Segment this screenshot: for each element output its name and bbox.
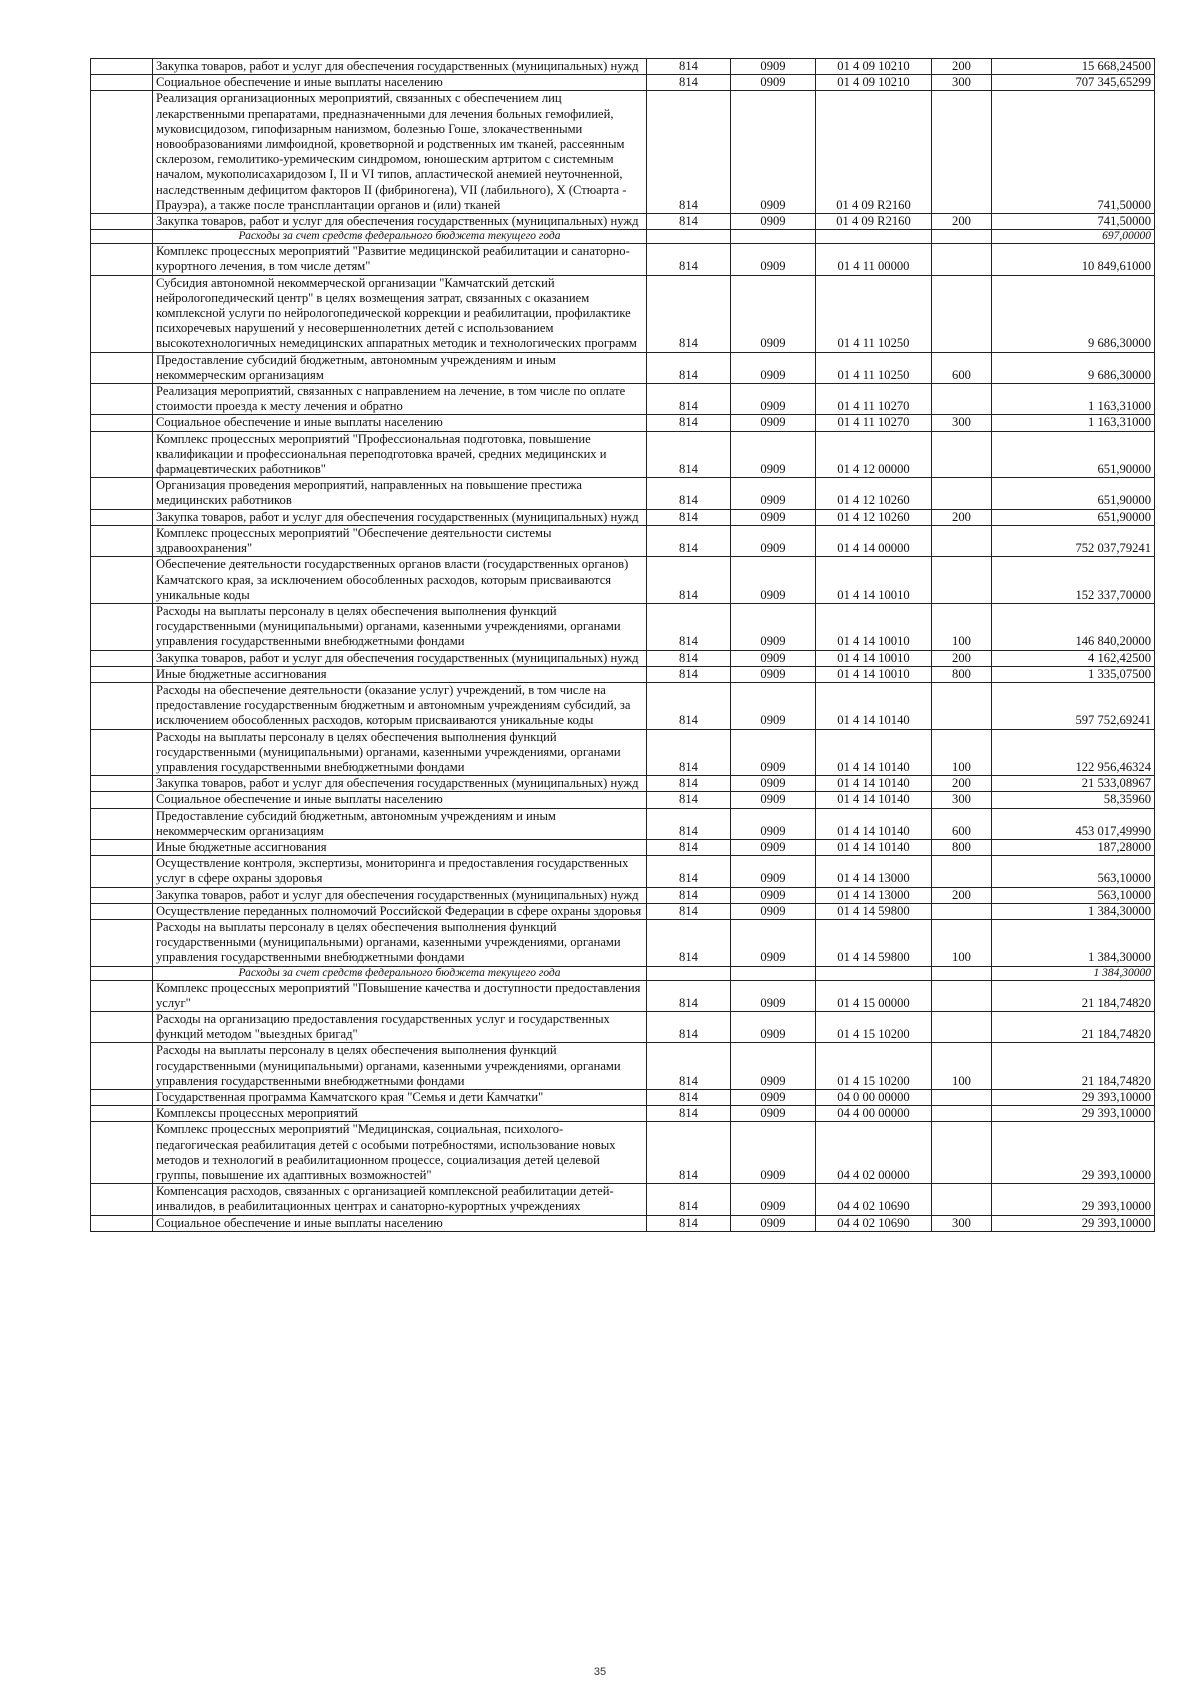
grbs-code-cell: 814 bbox=[647, 1011, 731, 1042]
row-number-cell bbox=[91, 1184, 153, 1215]
expense-type-cell bbox=[932, 980, 992, 1011]
table-row bbox=[91, 244, 1155, 275]
section-code-cell: 0909 bbox=[731, 478, 816, 509]
expense-name-cell: Закупка товаров, работ и услуг для обеспечения государственных (муниципальных) нужд bbox=[153, 776, 647, 792]
amount-cell: 58,35960 bbox=[992, 792, 1155, 808]
table-row bbox=[91, 792, 1155, 808]
target-article-cell: 01 4 09 R2160 bbox=[816, 91, 932, 214]
expense-name-cell: Осуществление переданных полномочий Российской Федерации в сфере охраны здоровья bbox=[153, 903, 647, 919]
page-number: 35 bbox=[593, 1666, 607, 1678]
grbs-code-cell: 814 bbox=[647, 980, 731, 1011]
expense-type-cell: 100 bbox=[932, 1043, 992, 1090]
expense-name-cell: Реализация организационных мероприятий, связанных с обеспечением лиц лекарственными препаратами, предназначенными для лечения больных гемофилией, муковисцидозом, гипофизарным нанизмом, болезнью Гоше, злокачественными новообразованиями лимфоидной, кроветворной и родственных им тканей, рассеянным склерозом, гемолитико-уремическим синдромом, юношеским артритом с системным началом, мукополисахаридозом I, II и VI типов, апластической анемией неуточненной, наследственным дефицитом факторов II (фибриногена), VII (лабильного), X (Стюарта - Прауэра), а также после трансплантации органов и (или) тканей bbox=[153, 91, 647, 214]
expense-name-cell: Расходы на обеспечение деятельности (оказание услуг) учреждений, в том числе на предоставление государственным бюджетным и автономным учреждениям субсидий, за исключением обособленных расходов, которым присваиваются уникальные коды bbox=[153, 682, 647, 729]
amount-cell: 563,10000 bbox=[992, 856, 1155, 887]
amount-cell: 1 384,30000 bbox=[992, 903, 1155, 919]
grbs-code-cell: 814 bbox=[647, 887, 731, 903]
table-row bbox=[91, 91, 1155, 214]
amount-cell: 697,00000 bbox=[992, 230, 1155, 244]
expense-name-cell: Расходы на выплаты персоналу в целях обеспечения выполнения функций государственными (муниципальными) органами, казенными учреждениями, органами управления государственными внебюджетными фондами bbox=[153, 729, 647, 776]
section-code-cell: 0909 bbox=[731, 776, 816, 792]
row-number-cell bbox=[91, 856, 153, 887]
expense-name-cell: Предоставление субсидий бюджетным, автономным учреждениям и иным некоммерческим организациям bbox=[153, 352, 647, 383]
grbs-code-cell: 814 bbox=[647, 1215, 731, 1231]
table-row bbox=[91, 1184, 1155, 1215]
amount-cell: 1 384,30000 bbox=[992, 966, 1155, 980]
target-article-cell: 01 4 12 10260 bbox=[816, 509, 932, 525]
table-row bbox=[91, 856, 1155, 887]
expense-type-cell bbox=[932, 230, 992, 244]
amount-cell: 1 163,31000 bbox=[992, 415, 1155, 431]
grbs-code-cell: 814 bbox=[647, 75, 731, 91]
expense-name-cell: Организация проведения мероприятий, направленных на повышение престижа медицинских работников bbox=[153, 478, 647, 509]
grbs-code-cell: 814 bbox=[647, 603, 731, 650]
expense-name-cell: Расходы на выплаты персоналу в целях обеспечения выполнения функций государственными (муниципальными) органами, казенными учреждениями, органами управления государственными внебюджетными фондами bbox=[153, 919, 647, 966]
budget-table-body bbox=[91, 59, 1155, 1232]
row-number-cell bbox=[91, 75, 153, 91]
table-row bbox=[91, 1106, 1155, 1122]
grbs-code-cell: 814 bbox=[647, 919, 731, 966]
expense-type-cell: 200 bbox=[932, 776, 992, 792]
row-number-cell bbox=[91, 776, 153, 792]
expense-type-cell bbox=[932, 1122, 992, 1184]
target-article-cell: 01 4 14 10010 bbox=[816, 650, 932, 666]
table-row bbox=[91, 275, 1155, 352]
row-number-cell bbox=[91, 903, 153, 919]
row-number-cell bbox=[91, 792, 153, 808]
row-number-cell bbox=[91, 557, 153, 604]
expense-name-cell: Иные бюджетные ассигнования bbox=[153, 839, 647, 855]
table-row bbox=[91, 666, 1155, 682]
row-number-cell bbox=[91, 525, 153, 556]
table-row bbox=[91, 415, 1155, 431]
section-code-cell: 0909 bbox=[731, 729, 816, 776]
expense-type-cell: 100 bbox=[932, 603, 992, 650]
table-row bbox=[91, 903, 1155, 919]
table-row bbox=[91, 839, 1155, 855]
section-code-cell: 0909 bbox=[731, 666, 816, 682]
section-code-cell: 0909 bbox=[731, 603, 816, 650]
expense-type-cell: 200 bbox=[932, 59, 992, 75]
row-number-cell bbox=[91, 244, 153, 275]
amount-cell: 9 686,30000 bbox=[992, 352, 1155, 383]
grbs-code-cell: 814 bbox=[647, 214, 731, 230]
table-row bbox=[91, 603, 1155, 650]
expense-type-cell: 600 bbox=[932, 808, 992, 839]
grbs-code-cell: 814 bbox=[647, 856, 731, 887]
row-number-cell bbox=[91, 666, 153, 682]
expense-type-cell: 800 bbox=[932, 666, 992, 682]
amount-cell: 29 393,10000 bbox=[992, 1122, 1155, 1184]
table-row bbox=[91, 478, 1155, 509]
section-code-cell: 0909 bbox=[731, 1122, 816, 1184]
amount-cell: 1 384,30000 bbox=[992, 919, 1155, 966]
target-article-cell: 01 4 14 10140 bbox=[816, 792, 932, 808]
target-article-cell: 01 4 14 00000 bbox=[816, 525, 932, 556]
target-article-cell: 04 4 02 00000 bbox=[816, 1122, 932, 1184]
amount-cell: 10 849,61000 bbox=[992, 244, 1155, 275]
expense-name-cell: Иные бюджетные ассигнования bbox=[153, 666, 647, 682]
table-row bbox=[91, 352, 1155, 383]
amount-cell: 21 184,74820 bbox=[992, 980, 1155, 1011]
target-article-cell: 01 4 14 10140 bbox=[816, 808, 932, 839]
expense-type-cell: 200 bbox=[932, 650, 992, 666]
target-article-cell: 01 4 14 10010 bbox=[816, 603, 932, 650]
expense-type-cell: 200 bbox=[932, 509, 992, 525]
grbs-code-cell bbox=[647, 230, 731, 244]
section-code-cell: 0909 bbox=[731, 980, 816, 1011]
expense-type-cell: 300 bbox=[932, 792, 992, 808]
amount-cell: 29 393,10000 bbox=[992, 1090, 1155, 1106]
expense-name-cell: Предоставление субсидий бюджетным, автономным учреждениям и иным некоммерческим организациям bbox=[153, 808, 647, 839]
expense-name-cell: Закупка товаров, работ и услуг для обеспечения государственных (муниципальных) нужд bbox=[153, 214, 647, 230]
target-article-cell: 01 4 14 10010 bbox=[816, 557, 932, 604]
section-code-cell: 0909 bbox=[731, 887, 816, 903]
expense-name-cell: Социальное обеспечение и иные выплаты населению bbox=[153, 75, 647, 91]
expense-name-cell: Субсидия автономной некоммерческой организации "Камчатский детский нейрологопедический центр" в целях возмещения затрат, связанных с оказанием комплексной услуги по нейрологопедической коррекции и реабилитации, профилактике психоречевых нарушений у несовершеннолетних детей с использованием высокотехнологичных немедицинских аппаратных методик и технологических программ bbox=[153, 275, 647, 352]
section-code-cell: 0909 bbox=[731, 1011, 816, 1042]
target-article-cell: 01 4 14 59800 bbox=[816, 919, 932, 966]
table-row bbox=[91, 1011, 1155, 1042]
target-article-cell: 01 4 14 10140 bbox=[816, 776, 932, 792]
expense-name-cell: Закупка товаров, работ и услуг для обеспечения государственных (муниципальных) нужд bbox=[153, 509, 647, 525]
table-row bbox=[91, 214, 1155, 230]
row-number-cell bbox=[91, 1043, 153, 1090]
expense-type-cell bbox=[932, 1011, 992, 1042]
target-article-cell: 01 4 15 10200 bbox=[816, 1011, 932, 1042]
amount-cell: 741,50000 bbox=[992, 91, 1155, 214]
section-code-cell: 0909 bbox=[731, 919, 816, 966]
federal-note-row bbox=[91, 230, 1155, 244]
amount-cell: 651,90000 bbox=[992, 478, 1155, 509]
section-code-cell: 0909 bbox=[731, 682, 816, 729]
section-code-cell: 0909 bbox=[731, 244, 816, 275]
table-row bbox=[91, 980, 1155, 1011]
amount-cell: 651,90000 bbox=[992, 509, 1155, 525]
section-code-cell: 0909 bbox=[731, 384, 816, 415]
grbs-code-cell: 814 bbox=[647, 1122, 731, 1184]
grbs-code-cell: 814 bbox=[647, 275, 731, 352]
target-article-cell: 01 4 15 10200 bbox=[816, 1043, 932, 1090]
expense-type-cell bbox=[932, 966, 992, 980]
target-article-cell: 01 4 11 10250 bbox=[816, 275, 932, 352]
table-row bbox=[91, 1215, 1155, 1231]
expense-name-cell: Закупка товаров, работ и услуг для обеспечения государственных (муниципальных) нужд bbox=[153, 59, 647, 75]
expense-type-cell bbox=[932, 903, 992, 919]
target-article-cell: 01 4 14 13000 bbox=[816, 856, 932, 887]
row-number-cell bbox=[91, 1090, 153, 1106]
row-number-cell bbox=[91, 1215, 153, 1231]
amount-cell: 597 752,69241 bbox=[992, 682, 1155, 729]
table-row bbox=[91, 384, 1155, 415]
expense-name-cell: Комплекс процессных мероприятий "Развитие медицинской реабилитации и санаторно-курортного лечения, в том числе детям" bbox=[153, 244, 647, 275]
table-row bbox=[91, 887, 1155, 903]
section-code-cell: 0909 bbox=[731, 1184, 816, 1215]
expense-type-cell bbox=[932, 478, 992, 509]
row-number-cell bbox=[91, 839, 153, 855]
grbs-code-cell: 814 bbox=[647, 244, 731, 275]
amount-cell: 146 840,20000 bbox=[992, 603, 1155, 650]
row-number-cell bbox=[91, 275, 153, 352]
expense-type-cell bbox=[932, 431, 992, 478]
row-number-cell bbox=[91, 230, 153, 244]
target-article-cell: 01 4 14 10140 bbox=[816, 839, 932, 855]
amount-cell: 4 162,42500 bbox=[992, 650, 1155, 666]
grbs-code-cell: 814 bbox=[647, 91, 731, 214]
expense-type-cell bbox=[932, 856, 992, 887]
expense-name-cell: Социальное обеспечение и иные выплаты населению bbox=[153, 415, 647, 431]
section-code-cell: 0909 bbox=[731, 839, 816, 855]
row-number-cell bbox=[91, 214, 153, 230]
expense-name-cell: Комплекс процессных мероприятий "Профессиональная подготовка, повышение квалификации и профессиональная переподготовка врачей, средних медицинских и фармацевтических работников" bbox=[153, 431, 647, 478]
table-row bbox=[91, 729, 1155, 776]
amount-cell: 1 335,07500 bbox=[992, 666, 1155, 682]
expense-name-cell: Реализация мероприятий, связанных с направлением на лечение, в том числе по оплате стоимости проезда к месту лечения и обратно bbox=[153, 384, 647, 415]
target-article-cell: 01 4 11 10250 bbox=[816, 352, 932, 383]
grbs-code-cell: 814 bbox=[647, 525, 731, 556]
grbs-code-cell: 814 bbox=[647, 682, 731, 729]
target-article-cell: 01 4 09 10210 bbox=[816, 59, 932, 75]
expense-type-cell bbox=[932, 91, 992, 214]
expense-name-cell: Расходы на выплаты персоналу в целях обеспечения выполнения функций государственными (муниципальными) органами, казенными учреждениями, органами управления государственными внебюджетными фондами bbox=[153, 603, 647, 650]
row-number-cell bbox=[91, 1106, 153, 1122]
target-article-cell: 01 4 09 10210 bbox=[816, 75, 932, 91]
section-code-cell: 0909 bbox=[731, 214, 816, 230]
target-article-cell bbox=[816, 230, 932, 244]
section-code-cell: 0909 bbox=[731, 808, 816, 839]
grbs-code-cell: 814 bbox=[647, 666, 731, 682]
row-number-cell bbox=[91, 509, 153, 525]
row-number-cell bbox=[91, 478, 153, 509]
section-code-cell: 0909 bbox=[731, 59, 816, 75]
expense-name-cell: Расходы на организацию предоставления государственных услуг и государственных функций методом "выездных бригад" bbox=[153, 1011, 647, 1042]
amount-cell: 741,50000 bbox=[992, 214, 1155, 230]
section-code-cell: 0909 bbox=[731, 856, 816, 887]
grbs-code-cell: 814 bbox=[647, 650, 731, 666]
grbs-code-cell: 814 bbox=[647, 415, 731, 431]
expense-name-cell: Закупка товаров, работ и услуг для обеспечения государственных (муниципальных) нужд bbox=[153, 887, 647, 903]
expense-name-cell: Обеспечение деятельности государственных органов власти (государственных органов) Камчатского края, за исключением обособленных расходов, которым присваиваются уникальные коды bbox=[153, 557, 647, 604]
table-row bbox=[91, 1090, 1155, 1106]
amount-cell: 1 163,31000 bbox=[992, 384, 1155, 415]
target-article-cell: 04 4 00 00000 bbox=[816, 1106, 932, 1122]
target-article-cell: 01 4 15 00000 bbox=[816, 980, 932, 1011]
target-article-cell: 01 4 11 10270 bbox=[816, 384, 932, 415]
amount-cell: 651,90000 bbox=[992, 431, 1155, 478]
target-article-cell: 01 4 14 10140 bbox=[816, 729, 932, 776]
section-code-cell: 0909 bbox=[731, 903, 816, 919]
expense-type-cell bbox=[932, 1090, 992, 1106]
expense-type-cell: 100 bbox=[932, 729, 992, 776]
amount-cell: 21 184,74820 bbox=[992, 1043, 1155, 1090]
expense-type-cell bbox=[932, 384, 992, 415]
table-row bbox=[91, 1122, 1155, 1184]
grbs-code-cell: 814 bbox=[647, 431, 731, 478]
target-article-cell: 01 4 14 13000 bbox=[816, 887, 932, 903]
expense-type-cell: 200 bbox=[932, 887, 992, 903]
row-number-cell bbox=[91, 1011, 153, 1042]
expense-type-cell bbox=[932, 244, 992, 275]
section-code-cell: 0909 bbox=[731, 415, 816, 431]
row-number-cell bbox=[91, 887, 153, 903]
target-article-cell: 04 0 00 00000 bbox=[816, 1090, 932, 1106]
amount-cell: 29 393,10000 bbox=[992, 1106, 1155, 1122]
row-number-cell bbox=[91, 1122, 153, 1184]
row-number-cell bbox=[91, 384, 153, 415]
section-code-cell: 0909 bbox=[731, 525, 816, 556]
table-row bbox=[91, 1043, 1155, 1090]
expense-name-cell: Расходы за счет средств федерального бюджета текущего года bbox=[153, 966, 647, 980]
expense-type-cell bbox=[932, 1184, 992, 1215]
expense-name-cell: Комплекс процессных мероприятий "Повышение качества и доступности предоставления услуг" bbox=[153, 980, 647, 1011]
expense-name-cell: Государственная программа Камчатского края "Семья и дети Камчатки" bbox=[153, 1090, 647, 1106]
target-article-cell: 01 4 11 10270 bbox=[816, 415, 932, 431]
expense-type-cell: 200 bbox=[932, 214, 992, 230]
row-number-cell bbox=[91, 980, 153, 1011]
row-number-cell bbox=[91, 91, 153, 214]
row-number-cell bbox=[91, 352, 153, 383]
target-article-cell: 01 4 12 00000 bbox=[816, 431, 932, 478]
table-row bbox=[91, 509, 1155, 525]
grbs-code-cell: 814 bbox=[647, 1106, 731, 1122]
expense-type-cell: 300 bbox=[932, 1215, 992, 1231]
row-number-cell bbox=[91, 431, 153, 478]
grbs-code-cell: 814 bbox=[647, 557, 731, 604]
amount-cell: 563,10000 bbox=[992, 887, 1155, 903]
table-row bbox=[91, 557, 1155, 604]
target-article-cell: 01 4 14 10010 bbox=[816, 666, 932, 682]
target-article-cell: 01 4 14 10140 bbox=[816, 682, 932, 729]
grbs-code-cell: 814 bbox=[647, 1043, 731, 1090]
amount-cell: 21 184,74820 bbox=[992, 1011, 1155, 1042]
expense-name-cell: Расходы за счет средств федерального бюджета текущего года bbox=[153, 230, 647, 244]
expense-type-cell: 300 bbox=[932, 415, 992, 431]
expense-type-cell bbox=[932, 557, 992, 604]
table-row bbox=[91, 431, 1155, 478]
target-article-cell: 01 4 12 10260 bbox=[816, 478, 932, 509]
amount-cell: 15 668,24500 bbox=[992, 59, 1155, 75]
expense-name-cell: Комплекс процессных мероприятий "Медицинская, социальная, психолого-педагогическая реабилитация детей с особыми потребностями, использование новых методов и технологий в реабилитационном процессе, социализация детей целевой группы, повышение их адаптивных возможностей" bbox=[153, 1122, 647, 1184]
grbs-code-cell: 814 bbox=[647, 808, 731, 839]
section-code-cell: 0909 bbox=[731, 1106, 816, 1122]
expense-type-cell bbox=[932, 525, 992, 556]
expense-name-cell: Закупка товаров, работ и услуг для обеспечения государственных (муниципальных) нужд bbox=[153, 650, 647, 666]
row-number-cell bbox=[91, 603, 153, 650]
section-code-cell: 0909 bbox=[731, 557, 816, 604]
section-code-cell bbox=[731, 966, 816, 980]
expense-type-cell bbox=[932, 1106, 992, 1122]
table-row bbox=[91, 808, 1155, 839]
section-code-cell: 0909 bbox=[731, 352, 816, 383]
amount-cell: 21 533,08967 bbox=[992, 776, 1155, 792]
row-number-cell bbox=[91, 682, 153, 729]
grbs-code-cell: 814 bbox=[647, 903, 731, 919]
row-number-cell bbox=[91, 650, 153, 666]
amount-cell: 187,28000 bbox=[992, 839, 1155, 855]
target-article-cell: 01 4 11 00000 bbox=[816, 244, 932, 275]
section-code-cell: 0909 bbox=[731, 1043, 816, 1090]
table-row bbox=[91, 650, 1155, 666]
section-code-cell: 0909 bbox=[731, 1215, 816, 1231]
table-row bbox=[91, 919, 1155, 966]
amount-cell: 707 345,65299 bbox=[992, 75, 1155, 91]
expense-name-cell: Компенсация расходов, связанных с организацией комплексной реабилитации детей-инвалидов, в реабилитационных центрах и санаторно-курортных учреждениях bbox=[153, 1184, 647, 1215]
table-row bbox=[91, 682, 1155, 729]
expense-name-cell: Осуществление контроля, экспертизы, мониторинга и предоставления государственных услуг в сфере охраны здоровья bbox=[153, 856, 647, 887]
grbs-code-cell: 814 bbox=[647, 384, 731, 415]
expense-type-cell bbox=[932, 275, 992, 352]
expense-type-cell: 800 bbox=[932, 839, 992, 855]
section-code-cell: 0909 bbox=[731, 431, 816, 478]
amount-cell: 752 037,79241 bbox=[992, 525, 1155, 556]
row-number-cell bbox=[91, 415, 153, 431]
expense-type-cell: 600 bbox=[932, 352, 992, 383]
amount-cell: 122 956,46324 bbox=[992, 729, 1155, 776]
grbs-code-cell bbox=[647, 966, 731, 980]
grbs-code-cell: 814 bbox=[647, 478, 731, 509]
target-article-cell bbox=[816, 966, 932, 980]
grbs-code-cell: 814 bbox=[647, 792, 731, 808]
target-article-cell: 04 4 02 10690 bbox=[816, 1215, 932, 1231]
section-code-cell bbox=[731, 230, 816, 244]
expense-type-cell: 100 bbox=[932, 919, 992, 966]
amount-cell: 9 686,30000 bbox=[992, 275, 1155, 352]
table-row bbox=[91, 75, 1155, 91]
grbs-code-cell: 814 bbox=[647, 1184, 731, 1215]
amount-cell: 453 017,49990 bbox=[992, 808, 1155, 839]
row-number-cell bbox=[91, 919, 153, 966]
budget-table bbox=[90, 58, 1155, 1232]
table-row bbox=[91, 776, 1155, 792]
section-code-cell: 0909 bbox=[731, 75, 816, 91]
table-row bbox=[91, 59, 1155, 75]
grbs-code-cell: 814 bbox=[647, 839, 731, 855]
section-code-cell: 0909 bbox=[731, 509, 816, 525]
expense-type-cell bbox=[932, 682, 992, 729]
section-code-cell: 0909 bbox=[731, 650, 816, 666]
amount-cell: 152 337,70000 bbox=[992, 557, 1155, 604]
row-number-cell bbox=[91, 729, 153, 776]
grbs-code-cell: 814 bbox=[647, 1090, 731, 1106]
expense-name-cell: Расходы на выплаты персоналу в целях обеспечения выполнения функций государственными (муниципальными) органами, казенными учреждениями, органами управления государственными внебюджетными фондами bbox=[153, 1043, 647, 1090]
grbs-code-cell: 814 bbox=[647, 59, 731, 75]
federal-note-row bbox=[91, 966, 1155, 980]
section-code-cell: 0909 bbox=[731, 1090, 816, 1106]
row-number-cell bbox=[91, 966, 153, 980]
section-code-cell: 0909 bbox=[731, 792, 816, 808]
expense-name-cell: Комплекс процессных мероприятий "Обеспечение деятельности системы здравоохранения" bbox=[153, 525, 647, 556]
amount-cell: 29 393,10000 bbox=[992, 1215, 1155, 1231]
target-article-cell: 01 4 14 59800 bbox=[816, 903, 932, 919]
grbs-code-cell: 814 bbox=[647, 509, 731, 525]
section-code-cell: 0909 bbox=[731, 275, 816, 352]
grbs-code-cell: 814 bbox=[647, 729, 731, 776]
row-number-cell bbox=[91, 59, 153, 75]
row-number-cell bbox=[91, 808, 153, 839]
target-article-cell: 04 4 02 10690 bbox=[816, 1184, 932, 1215]
target-article-cell: 01 4 09 R2160 bbox=[816, 214, 932, 230]
grbs-code-cell: 814 bbox=[647, 776, 731, 792]
expense-name-cell: Социальное обеспечение и иные выплаты населению bbox=[153, 1215, 647, 1231]
section-code-cell: 0909 bbox=[731, 91, 816, 214]
expense-name-cell: Социальное обеспечение и иные выплаты населению bbox=[153, 792, 647, 808]
table-row bbox=[91, 525, 1155, 556]
expense-name-cell: Комплексы процессных мероприятий bbox=[153, 1106, 647, 1122]
expense-type-cell: 300 bbox=[932, 75, 992, 91]
amount-cell: 29 393,10000 bbox=[992, 1184, 1155, 1215]
grbs-code-cell: 814 bbox=[647, 352, 731, 383]
